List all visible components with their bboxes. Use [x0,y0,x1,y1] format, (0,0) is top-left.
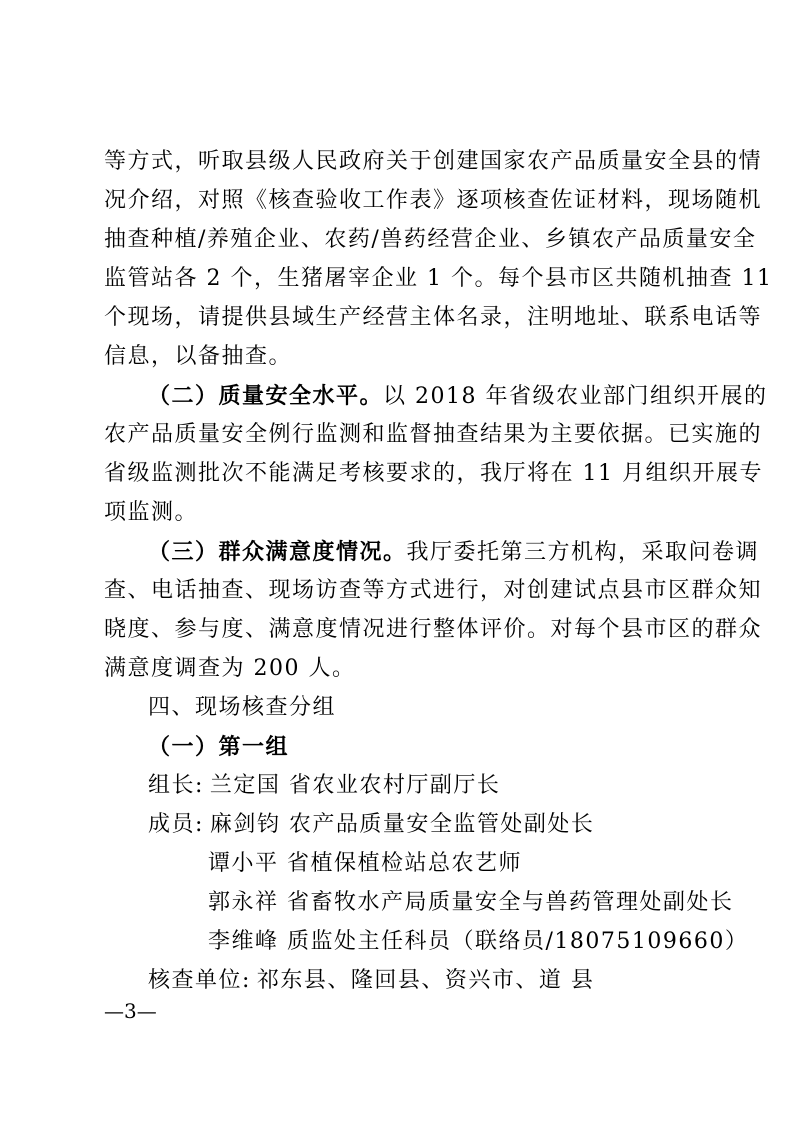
member-4: 李维峰 质监处主任科员（联络员/18075109660） [208,929,749,954]
satisfaction-heading: （三）群众满意度情况。 [148,539,407,565]
quality-line-4: 项监测。 [104,500,199,525]
intro-line-4: 监管站各 2 个，生猪屠宰企业 1 个。每个县市区共随机抽查 11 [104,266,773,291]
members-label: 成员: [148,812,204,837]
leader-line [148,772,500,800]
satisfaction-first-line [148,538,759,567]
members-first-line [148,811,594,839]
satisfaction-line-2: 查、电话抽查、现场访查等方式进行，对创建试点县市区群众知 [104,578,763,603]
leader-label: 组长: [148,773,204,798]
quality-first-line-text: 以 2018 年省级农业部门组织开展的 [383,384,768,409]
satisfaction-first-line-text: 我厅委托第三方机构，采取问卷调 [406,540,760,565]
member-1: 麻剑钧 农产品质量安全监管处副处长 [209,812,595,837]
intro-line-1: 等方式，听取县级人民政府关于创建国家农产品质量安全县的情 [104,149,763,174]
quality-line-3: 省级监测批次不能满足考核要求的，我厅将在 11 月组织开展专 [104,461,763,486]
member-2: 谭小平 省植保植检站总农艺师 [208,851,522,876]
page-number: —3— [104,999,157,1023]
units-text: 祁东县、隆回县、资兴市、道 县 [256,968,595,993]
intro-line-6: 信息，以备抽查。 [104,344,293,369]
intro-line-5: 个现场，请提供县域生产经营主体名录，注明地址、联系电话等 [104,305,763,330]
member-3: 郭永祥 省畜牧水产局质量安全与兽药管理处副处长 [208,890,734,915]
units-line [148,967,594,995]
group-one-heading: （一）第一组 [148,734,290,760]
section-four-title: 四、现场核查分组 [148,695,337,720]
quality-line-2: 农产品质量安全例行监测和监督抽查结果为主要依据。已实施的 [104,422,763,447]
leader-text: 兰定国 省农业农村厅副厅长 [209,773,501,798]
satisfaction-line-4: 满意度调查为 200 人。 [104,656,356,681]
quality-first-line [148,382,768,411]
intro-line-3: 抽查种植/养殖企业、农药/兽药经营企业、乡镇农产品质量安全 [104,227,757,252]
units-label: 核查单位: [148,968,251,993]
quality-heading: （二）质量安全水平。 [148,383,384,409]
satisfaction-line-3: 晓度、参与度、满意度情况进行整体评价。对每个县市区的群众 [104,617,763,642]
intro-line-2: 况介绍，对照《核查验收工作表》逐项核查佐证材料，现场随机 [104,188,763,213]
